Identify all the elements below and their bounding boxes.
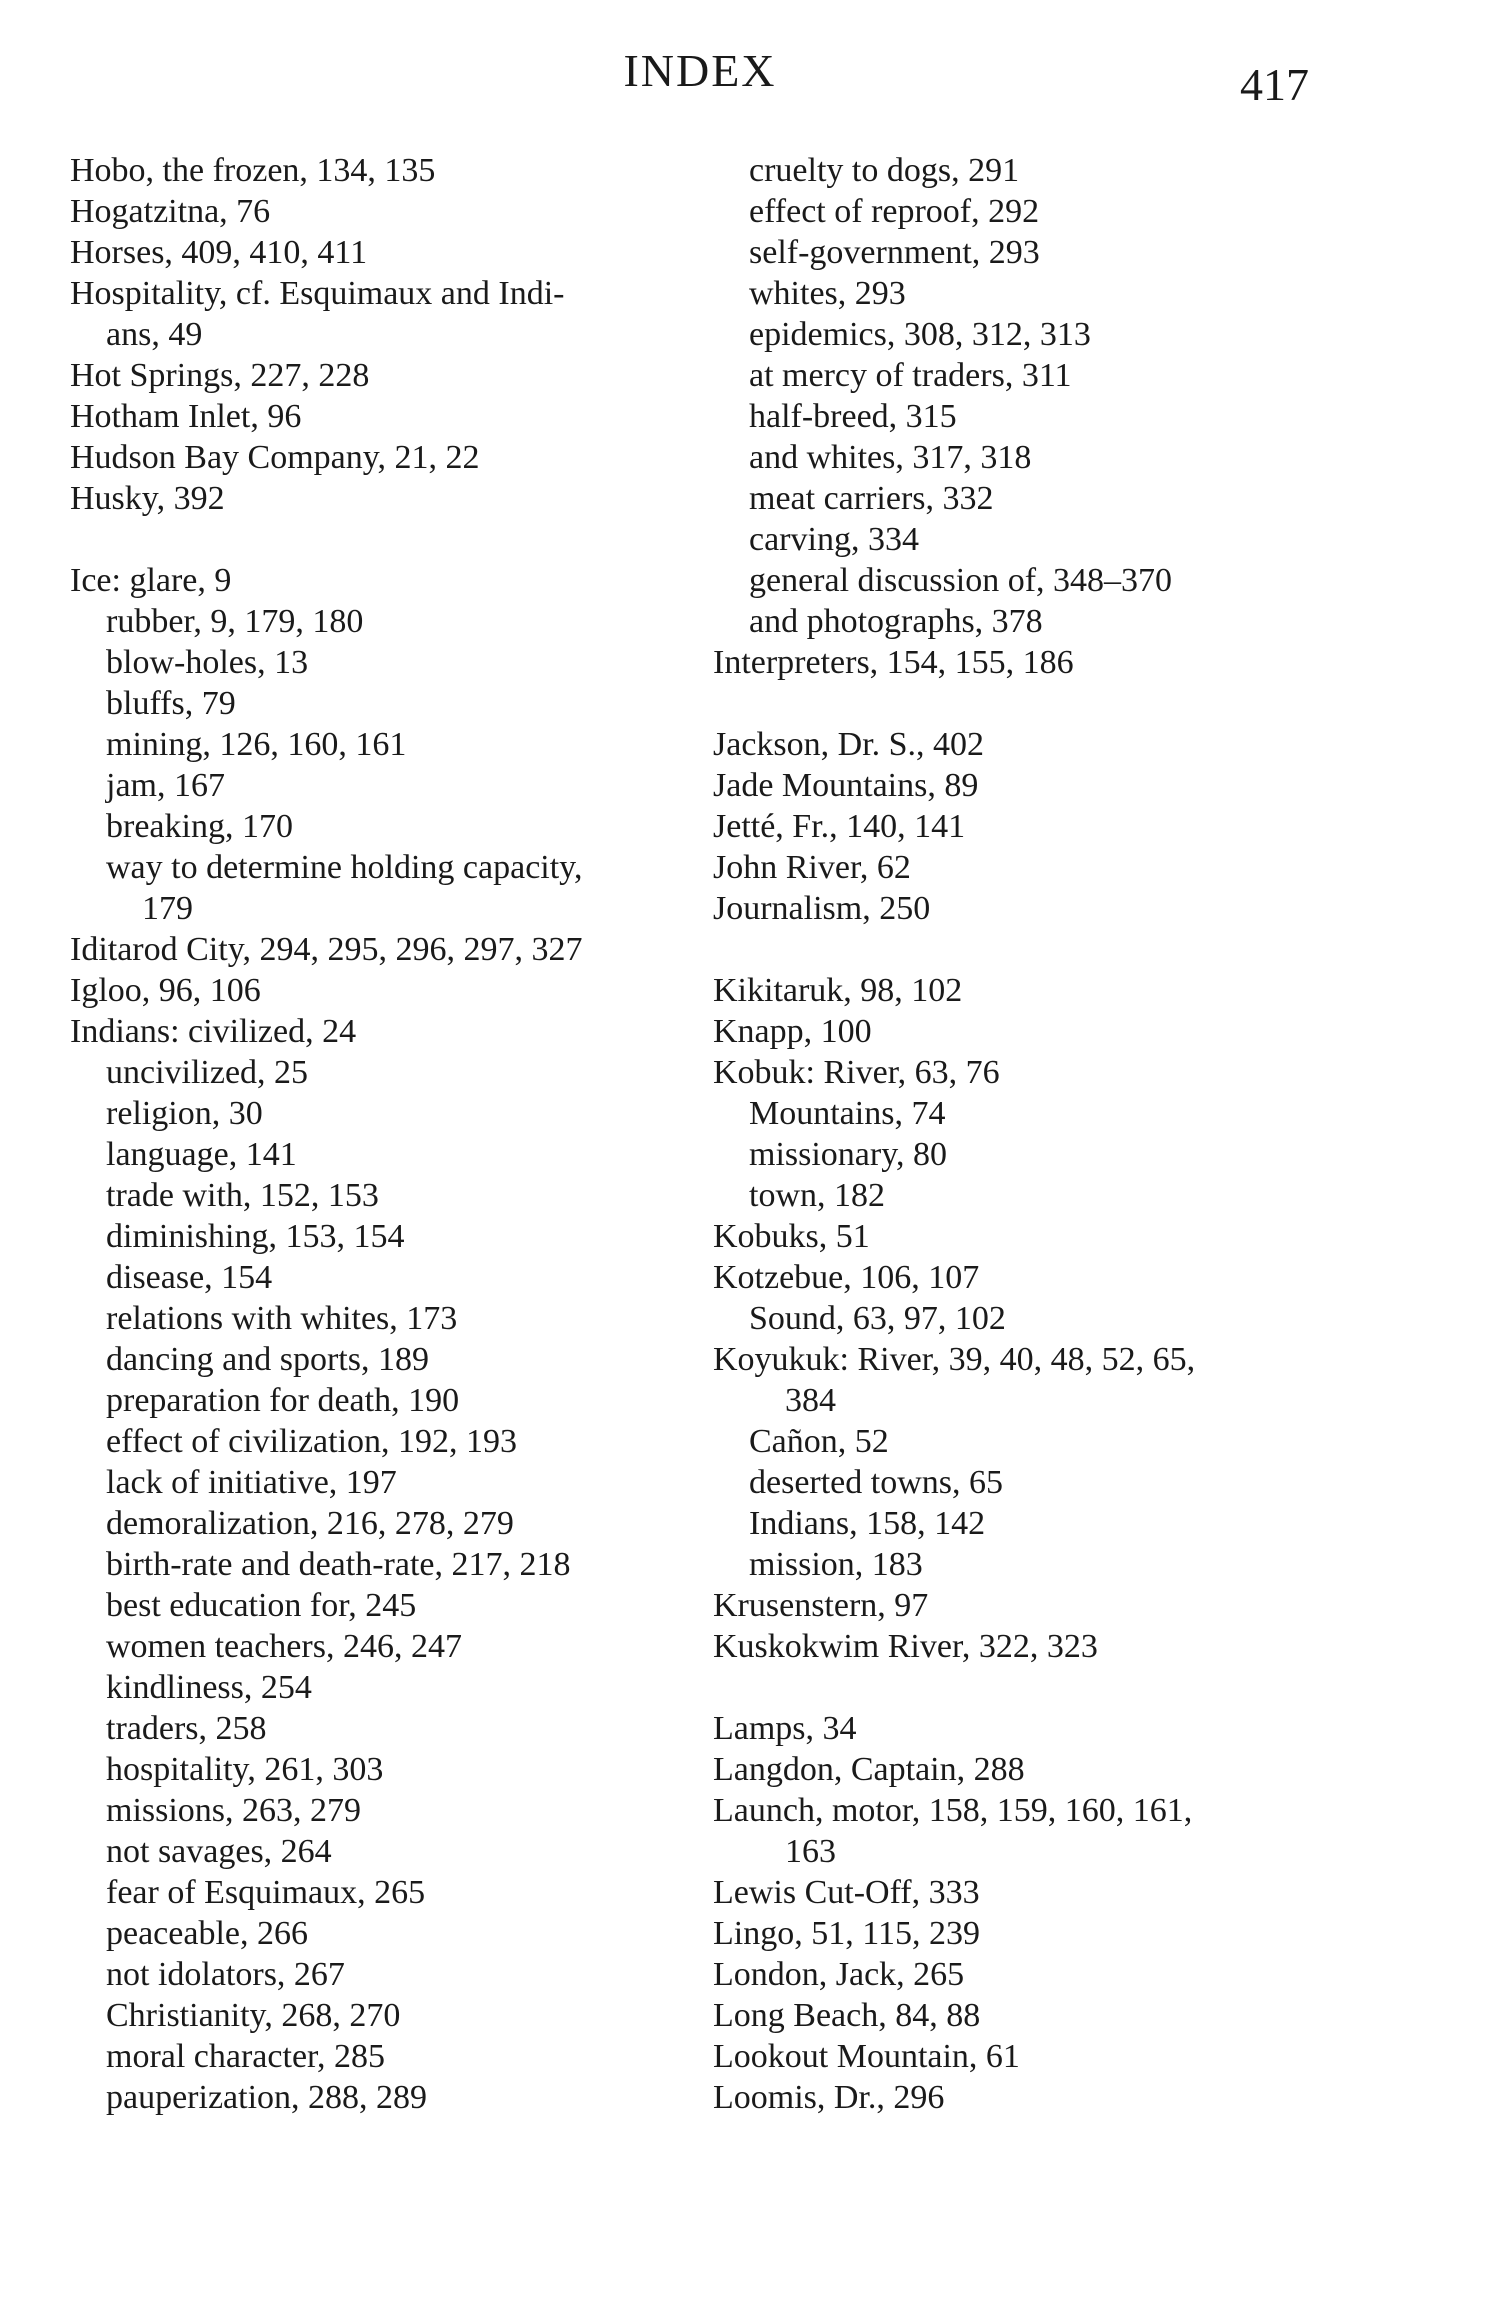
index-entry: Iditarod City, 294, 295, 296, 297, 327 xyxy=(70,931,583,968)
index-entry: Loomis, Dr., 296 xyxy=(713,2079,945,2116)
index-subentry: deserted towns, 65 xyxy=(749,1464,1004,1501)
index-entry: Kotzebue, 106, 107 xyxy=(713,1259,980,1296)
index-subentry: missions, 263, 279 xyxy=(106,1792,362,1829)
index-subentry: birth-rate and death-rate, 217, 218 xyxy=(106,1546,571,1583)
index-spacer xyxy=(70,519,710,560)
index-subentry: Christianity, 268, 270 xyxy=(106,1997,401,2034)
index-subentry: lack of initiative, 197 xyxy=(106,1464,397,1501)
index-subentry: Mountains, 74 xyxy=(749,1095,946,1132)
index-column-left xyxy=(70,150,710,2118)
index-entry: John River, 62 xyxy=(713,849,911,886)
index-spacer xyxy=(713,683,1393,724)
index-entry: Launch, motor, 158, 159, 160, 161, xyxy=(713,1792,1193,1829)
index-entry: Husky, 392 xyxy=(70,480,225,517)
index-spacer xyxy=(713,1667,1393,1708)
index-subentry: 179 xyxy=(142,890,193,927)
index-entry: Ice: glare, 9 xyxy=(70,562,232,599)
index-subentry: town, 182 xyxy=(749,1177,885,1214)
index-subentry: moral character, 285 xyxy=(106,2038,385,2075)
index-subentry: 384 xyxy=(785,1382,836,1419)
index-subentry: mining, 126, 160, 161 xyxy=(106,726,407,763)
index-subentry: traders, 258 xyxy=(106,1710,267,1747)
index-subentry: not idolators, 267 xyxy=(106,1956,345,1993)
index-subentry: rubber, 9, 179, 180 xyxy=(106,603,364,640)
index-subentry: trade with, 152, 153 xyxy=(106,1177,379,1214)
index-subentry: best education for, 245 xyxy=(106,1587,417,1624)
index-subentry: and photographs, 378 xyxy=(749,603,1043,640)
index-subentry: uncivilized, 25 xyxy=(106,1054,309,1091)
index-entry: Hogatzitna, 76 xyxy=(70,193,271,230)
index-entry: Hospitality, cf. Esquimaux and Indi- xyxy=(70,275,565,312)
index-subentry: cruelty to dogs, 291 xyxy=(749,152,1020,189)
index-subentry: relations with whites, 173 xyxy=(106,1300,458,1337)
index-entry: Long Beach, 84, 88 xyxy=(713,1997,981,2034)
page-title: INDEX xyxy=(623,45,777,96)
index-subentry: missionary, 80 xyxy=(749,1136,948,1173)
index-subentry: Sound, 63, 97, 102 xyxy=(749,1300,1006,1337)
index-entry: Indians: civilized, 24 xyxy=(70,1013,357,1050)
index-subentry: dancing and sports, 189 xyxy=(106,1341,429,1378)
index-subentry: effect of reproof, 292 xyxy=(749,193,1040,230)
index-entry: Jetté, Fr., 140, 141 xyxy=(713,808,966,845)
index-entry: Hobo, the frozen, 134, 135 xyxy=(70,152,436,189)
index-subentry: mission, 183 xyxy=(749,1546,923,1583)
index-subentry: demoralization, 216, 278, 279 xyxy=(106,1505,514,1542)
index-subentry: at mercy of traders, 311 xyxy=(749,357,1072,394)
index-subentry: and whites, 317, 318 xyxy=(749,439,1032,476)
index-entry: Hotham Inlet, 96 xyxy=(70,398,302,435)
index-entry: Knapp, 100 xyxy=(713,1013,872,1050)
index-subentry: pauperization, 288, 289 xyxy=(106,2079,428,2116)
index-subentry: bluffs, 79 xyxy=(106,685,236,722)
index-entry: Kuskokwim River, 322, 323 xyxy=(713,1628,1098,1665)
index-subentry: not savages, 264 xyxy=(106,1833,332,1870)
index-entry: Lingo, 51, 115, 239 xyxy=(713,1915,980,1952)
index-subentry: diminishing, 153, 154 xyxy=(106,1218,405,1255)
index-subentry: peaceable, 266 xyxy=(106,1915,308,1952)
index-spacer xyxy=(713,929,1393,970)
index-subentry: jam, 167 xyxy=(106,767,225,804)
index-entry: Kobuks, 51 xyxy=(713,1218,870,1255)
index-entry: Jade Mountains, 89 xyxy=(713,767,979,804)
index-entry: Horses, 409, 410, 411 xyxy=(70,234,368,271)
index-entry: Lamps, 34 xyxy=(713,1710,857,1747)
index-entry: London, Jack, 265 xyxy=(713,1956,965,1993)
index-subentry: whites, 293 xyxy=(749,275,906,312)
index-entry: Langdon, Captain, 288 xyxy=(713,1751,1025,1788)
index-entry: Lookout Mountain, 61 xyxy=(713,2038,1020,2075)
index-entry: Kikitaruk, 98, 102 xyxy=(713,972,963,1009)
index-subentry: effect of civilization, 192, 193 xyxy=(106,1423,518,1460)
index-entry: Hudson Bay Company, 21, 22 xyxy=(70,439,480,476)
index-subentry: language, 141 xyxy=(106,1136,297,1173)
index-entry: Jackson, Dr. S., 402 xyxy=(713,726,985,763)
index-entry: Interpreters, 154, 155, 186 xyxy=(713,644,1074,681)
index-subentry: ans, 49 xyxy=(106,316,203,353)
index-subentry: way to determine holding capacity, xyxy=(106,849,583,886)
index-subentry: fear of Esquimaux, 265 xyxy=(106,1874,426,1911)
index-entry: Kobuk: River, 63, 76 xyxy=(713,1054,1000,1091)
index-subentry: women teachers, 246, 247 xyxy=(106,1628,462,1665)
index-entry: Journalism, 250 xyxy=(713,890,931,927)
index-entry: Igloo, 96, 106 xyxy=(70,972,261,1009)
index-subentry: disease, 154 xyxy=(106,1259,273,1296)
index-subentry: hospitality, 261, 303 xyxy=(106,1751,384,1788)
index-entry: Krusenstern, 97 xyxy=(713,1587,929,1624)
index-entry: Koyukuk: River, 39, 40, 48, 52, 65, xyxy=(713,1341,1196,1378)
index-subentry: 163 xyxy=(785,1833,836,1870)
index-subentry: carving, 334 xyxy=(749,521,919,558)
index-subentry: kindliness, 254 xyxy=(106,1669,312,1706)
index-subentry: Cañon, 52 xyxy=(749,1423,889,1460)
index-subentry: breaking, 170 xyxy=(106,808,293,845)
index-subentry: meat carriers, 332 xyxy=(749,480,994,517)
index-subentry: general discussion of, 348–370 xyxy=(749,562,1173,599)
index-subentry: half-breed, 315 xyxy=(749,398,957,435)
index-column-right xyxy=(713,150,1393,2118)
index-subentry: preparation for death, 190 xyxy=(106,1382,460,1419)
index-subentry: blow-holes, 13 xyxy=(106,644,309,681)
page-number: 417 xyxy=(1240,59,1309,110)
index-subentry: self-government, 293 xyxy=(749,234,1040,271)
index-entry: Hot Springs, 227, 228 xyxy=(70,357,370,394)
index-entry: Lewis Cut-Off, 333 xyxy=(713,1874,980,1911)
index-subentry: Indians, 158, 142 xyxy=(749,1505,986,1542)
index-subentry: religion, 30 xyxy=(106,1095,263,1132)
index-subentry: epidemics, 308, 312, 313 xyxy=(749,316,1091,353)
